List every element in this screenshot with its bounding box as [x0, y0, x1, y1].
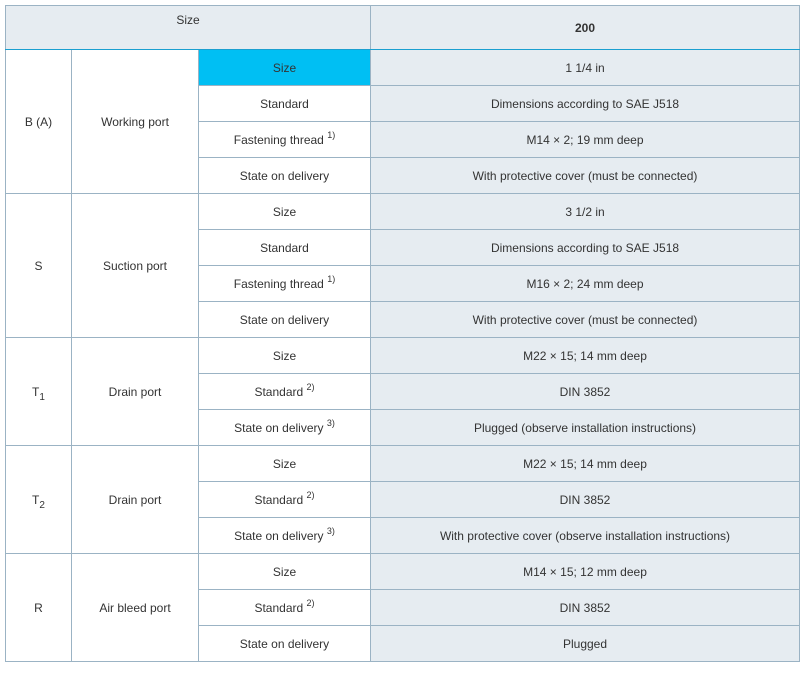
property-label [199, 446, 371, 482]
port-designation [6, 194, 72, 338]
property-label-text: Fastening thread [233, 132, 324, 147]
property-label [199, 194, 371, 230]
footnote-marker: 1) [327, 129, 336, 140]
property-label-text: Standard [260, 240, 309, 255]
property-label [199, 50, 371, 86]
footnote-marker: 3) [326, 417, 335, 428]
port-designation-text: R [34, 600, 43, 615]
property-value: Plugged (observe installation instructions) [371, 410, 800, 446]
property-label [199, 554, 371, 590]
property-label-text: State on delivery [239, 636, 330, 651]
property-value: 1 1/4 in [371, 50, 800, 86]
property-label-text: Standard [254, 384, 304, 399]
table-row [6, 194, 800, 230]
property-value: 3 1/2 in [371, 194, 800, 230]
table-header-row [6, 6, 800, 50]
property-value: With protective cover (must be connected) [371, 158, 800, 194]
property-label [199, 122, 371, 158]
property-value: M22 × 15; 14 mm deep [371, 446, 800, 482]
property-label-text: Standard [254, 600, 304, 615]
property-label [199, 410, 371, 446]
port-designation-text: T [32, 384, 40, 399]
port-name: Drain port [72, 338, 199, 446]
property-label-text: Size [272, 348, 297, 363]
property-value: M22 × 15; 14 mm deep [371, 338, 800, 374]
footnote-marker: 1) [327, 273, 336, 284]
property-label-text: Size [272, 564, 297, 579]
port-name: Drain port [72, 446, 199, 554]
property-label [199, 482, 371, 518]
table-row [6, 338, 800, 374]
property-label-text: State on delivery [234, 528, 324, 543]
header-size-value: 200 [371, 6, 800, 50]
port-name: Working port [72, 50, 199, 194]
port-designation-subscript: 1 [39, 391, 45, 403]
property-label [199, 266, 371, 302]
property-label-text: State on delivery [234, 420, 324, 435]
property-value: DIN 3852 [371, 374, 800, 410]
port-designation-text: S [34, 258, 43, 273]
port-specifications-table [5, 5, 800, 662]
property-label-text: Standard [260, 96, 309, 111]
property-value: With protective cover (observe installation instructions) [371, 518, 800, 554]
footnote-marker: 3) [326, 525, 335, 536]
header-size-label: Size [6, 6, 371, 50]
property-value: DIN 3852 [371, 482, 800, 518]
port-designation-text: B (A) [24, 114, 53, 129]
port-designation [6, 50, 72, 194]
property-value: M16 × 2; 24 mm deep [371, 266, 800, 302]
property-value: Dimensions according to SAE J518 [371, 230, 800, 266]
footnote-marker: 2) [306, 489, 315, 500]
property-label-text: Fastening thread [233, 276, 324, 291]
property-value: M14 × 15; 12 mm deep [371, 554, 800, 590]
property-label [199, 86, 371, 122]
footnote-marker: 2) [306, 597, 315, 608]
property-label-text: State on delivery [239, 312, 330, 327]
property-value: With protective cover (must be connected) [371, 302, 800, 338]
port-designation-subscript: 2 [39, 499, 45, 511]
property-label-text: State on delivery [239, 168, 330, 183]
property-label-text: Standard [254, 492, 304, 507]
property-label [199, 518, 371, 554]
property-label [199, 590, 371, 626]
property-label-text: Size [272, 456, 297, 471]
table-row [6, 554, 800, 590]
port-name: Air bleed port [72, 554, 199, 662]
port-designation [6, 338, 72, 446]
port-designation-text: T [32, 492, 40, 507]
port-name: Suction port [72, 194, 199, 338]
port-designation [6, 554, 72, 662]
table-row [6, 50, 800, 86]
property-value: M14 × 2; 19 mm deep [371, 122, 800, 158]
property-label [199, 158, 371, 194]
property-label-text: Size [272, 204, 297, 219]
property-value: Dimensions according to SAE J518 [371, 86, 800, 122]
property-value: Plugged [371, 626, 800, 662]
property-label-text: Size [272, 60, 297, 75]
footnote-marker: 2) [306, 381, 315, 392]
property-label [199, 230, 371, 266]
table-row [6, 446, 800, 482]
property-label [199, 302, 371, 338]
property-label [199, 374, 371, 410]
property-label [199, 626, 371, 662]
property-value: DIN 3852 [371, 590, 800, 626]
property-label [199, 338, 371, 374]
port-designation [6, 446, 72, 554]
